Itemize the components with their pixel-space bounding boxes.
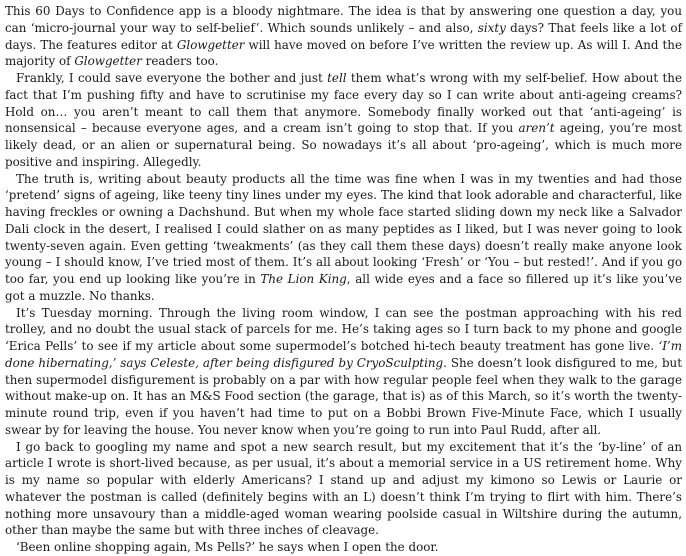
paragraph [5,3,682,70]
paragraph [5,439,682,540]
text-run: Frankly, I could save everyone the bother and just [16,71,328,85]
italic-text-run: aren’t [518,121,555,136]
text-run: days? That feels like a lot of days. The features editor at [5,20,682,52]
text-run: will have moved on before I’ve written the review up. As will I. And the majority of [5,37,682,69]
text-run: ageing, you’re most likely dead, or an alien or supernatural being. So nowadays it’s all about ‘pro-ageing’, which is much more positive and inspiring. Allegedly. [5,121,682,169]
text-run: ‘Been online shopping again, Ms Pells?’ he says when I open the door. [16,540,439,554]
text-run: I go back to googling my name and spot a new search result, but my excitement that it’s the ‘by-line’ of an article I wrote is short-lived because, as per usual, it’s about a memorial service in a US retirement home. Why is my name so popular with elderly Americans? I stand up and adjust my kimono so Lewis or Laurie or whatever the postman is called (definitely begins with an L) doesn’t think I’m trying to flirt with him. There’s nothing more unsavoury than a middle-aged woman wearing poolside casual in Wiltshire during the autumn, other than maybe the same but with three inches of cleavage. [5,439,682,538]
paragraph [5,539,682,556]
italic-text-run: Glowgetter [74,54,142,69]
paragraph [5,70,682,171]
text-run: readers too. [141,54,219,69]
italic-text-run: The Lion King [260,272,347,286]
text-run: them what’s wrong with my self-belief. How about the fact that I’m pushing fifty and have to scrutinise my face every day so I can write about anti-ageing creams? Hold on… you aren’t meant to call them that anymore. Somebody finally worked out that ‘anti-ageing’ is nonsensical – because everyone ages, and a cream isn’t going to stop that. If you [5,71,682,136]
italic-text-run: tell [327,71,347,85]
italic-text-run: sixty [477,20,506,35]
italic-text-run: ‘I’m done hibernating,’ says Celeste, after being disfigured by CryoSculpting [5,339,682,370]
text-run: This 60 Days to Confidence app is a bloody nightmare. The idea is that by answering one question a day, you can ‘micro-journal your way to self-belief’. Which sounds unlikely – and also, [5,4,682,35]
paragraph [5,305,682,439]
text-run: . She doesn’t look disfigured to me, but then supermodel disfigurement is probably on a par with how regular people feel when they walk to the garage without make-up on. It has an M&S Food section (the garage, that is) as of this March, so it’s worth the twenty-minute round trip, even if you haven’t had time to put on a Bobbi Brown Five-Minute Face, which I usually swear by for leaving the house. You never know when you’re going to run into Paul Rudd, after all. [5,355,682,437]
text-run: It’s Tuesday morning. Through the living room window, I can see the postman approaching with his red trolley, and no doubt the usual stack of parcels for me. He’s taking ages so I turn back to my phone and google ‘Erica Pells’ to see if my article about some supermodel’s botched hi-tech beauty treatment has gone live. [5,305,682,353]
text-run: , all wide eyes and a face so fillered up it’s like you’ve got a muzzle. No thanks. [5,272,682,303]
paragraph [5,171,682,305]
italic-text-run: Glowgetter [176,37,245,52]
text-run: The truth is, writing about beauty products all the time was fine when I was in my twenties and had those ‘pretend’ signs of ageing, like teeny tiny lines under my eyes. The kind that look adorable and characterful, like having freckles or owning a Dachshund. But when my whole face started sliding down my neck like a Salvador Dali clock in the desert, I realised I could slather on as many peptides as I liked, but I was never going to look twenty-seven again. Even getting ‘tweakments’ (as they call them these days) doesn’t really make anyone look young – I should know, I’ve tried most of them. It’s all about looking ‘Fresh’ or ‘You – but rested!’. And if you go too far, you end up looking like you’re in [5,171,682,286]
